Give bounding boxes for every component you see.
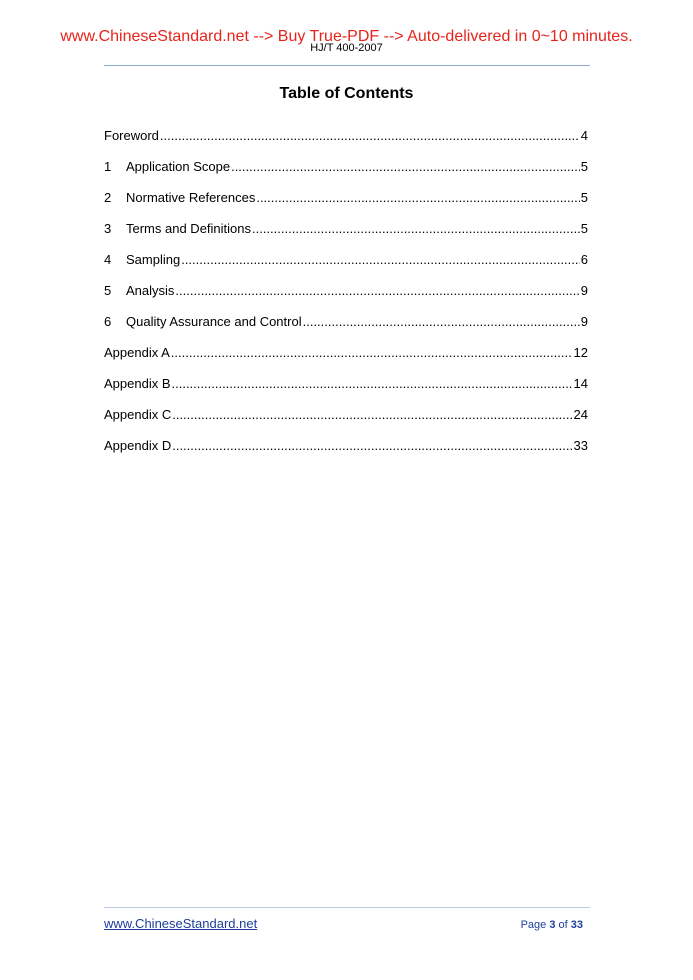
toc-entry-page: 9 bbox=[580, 283, 588, 298]
header-divider bbox=[104, 65, 590, 66]
page-total: 33 bbox=[570, 919, 583, 931]
toc-entry-label: Quality Assurance and Control bbox=[126, 314, 302, 329]
toc-entry-sampling[interactable] bbox=[104, 252, 588, 283]
page-current: 3 bbox=[549, 919, 556, 931]
toc-entry-page: 4 bbox=[580, 128, 588, 143]
toc-entry-page: 9 bbox=[580, 314, 588, 329]
toc-entry-label: Analysis bbox=[126, 283, 175, 298]
toc-entry-page: 5 bbox=[580, 190, 588, 205]
toc-entry-label: Appendix C bbox=[104, 407, 172, 422]
toc-entry-number: 4 bbox=[104, 252, 112, 267]
dot-leader bbox=[303, 314, 580, 330]
toc-entry-appendix-c[interactable] bbox=[104, 407, 588, 438]
toc-entry-terms-and-definitions[interactable] bbox=[104, 221, 588, 252]
toc-entry-label: Terms and Definitions bbox=[126, 221, 251, 236]
toc-entry-number: 2 bbox=[104, 190, 112, 205]
dot-leader bbox=[181, 252, 580, 268]
document-id: HJ/T 400-2007 bbox=[310, 42, 383, 54]
dot-leader bbox=[160, 128, 580, 144]
dot-leader bbox=[252, 221, 580, 237]
dot-leader bbox=[256, 190, 579, 206]
footer-divider bbox=[104, 907, 590, 908]
toc-entry-page: 6 bbox=[580, 252, 588, 267]
page-prefix: Page bbox=[520, 919, 550, 931]
toc-entry-appendix-b[interactable] bbox=[104, 376, 588, 407]
toc-entry-page: 24 bbox=[573, 407, 588, 422]
toc-entry-page: 33 bbox=[573, 438, 588, 453]
dot-leader bbox=[172, 438, 572, 454]
dot-leader bbox=[172, 376, 573, 392]
toc-entry-label: Application Scope bbox=[126, 159, 231, 174]
promo-banner[interactable]: www.ChineseStandard.net --> Buy True-PDF --> Auto-delivered in 0~10 minutes. bbox=[60, 28, 633, 45]
page-indicator bbox=[521, 919, 583, 931]
dot-leader bbox=[171, 345, 573, 361]
toc-entry-label: Appendix A bbox=[104, 345, 170, 360]
footer-website-link[interactable]: www.ChineseStandard.net bbox=[104, 916, 258, 931]
toc-entry-appendix-a[interactable] bbox=[104, 345, 588, 376]
dot-leader bbox=[172, 407, 572, 423]
toc-entry-label: Foreword bbox=[104, 128, 159, 143]
toc-entry-application-scope[interactable] bbox=[104, 159, 588, 190]
toc-entry-appendix-d[interactable] bbox=[104, 438, 588, 469]
toc-entry-label: Normative References bbox=[126, 190, 256, 205]
toc-entry-page: 5 bbox=[580, 221, 588, 236]
toc-entry-page: 5 bbox=[580, 159, 588, 174]
dot-leader bbox=[231, 159, 580, 175]
toc-entry-normative-references[interactable] bbox=[104, 190, 588, 221]
table-of-contents bbox=[104, 128, 588, 469]
page-of: of bbox=[555, 919, 571, 931]
toc-title: Table of Contents bbox=[279, 85, 414, 102]
toc-entry-label: Appendix D bbox=[104, 438, 172, 453]
toc-entry-label: Appendix B bbox=[104, 376, 171, 391]
toc-entry-number: 6 bbox=[104, 314, 112, 329]
toc-entry-number: 1 bbox=[104, 159, 112, 174]
dot-leader bbox=[175, 283, 579, 299]
toc-entry-quality-assurance[interactable] bbox=[104, 314, 588, 345]
toc-entry-analysis[interactable] bbox=[104, 283, 588, 314]
toc-entry-number: 5 bbox=[104, 283, 112, 298]
toc-entry-page: 14 bbox=[573, 376, 588, 391]
toc-entry-page: 12 bbox=[573, 345, 588, 360]
toc-entry-number: 3 bbox=[104, 221, 112, 236]
toc-entry-foreword[interactable] bbox=[104, 128, 588, 159]
toc-entry-label: Sampling bbox=[126, 252, 181, 267]
